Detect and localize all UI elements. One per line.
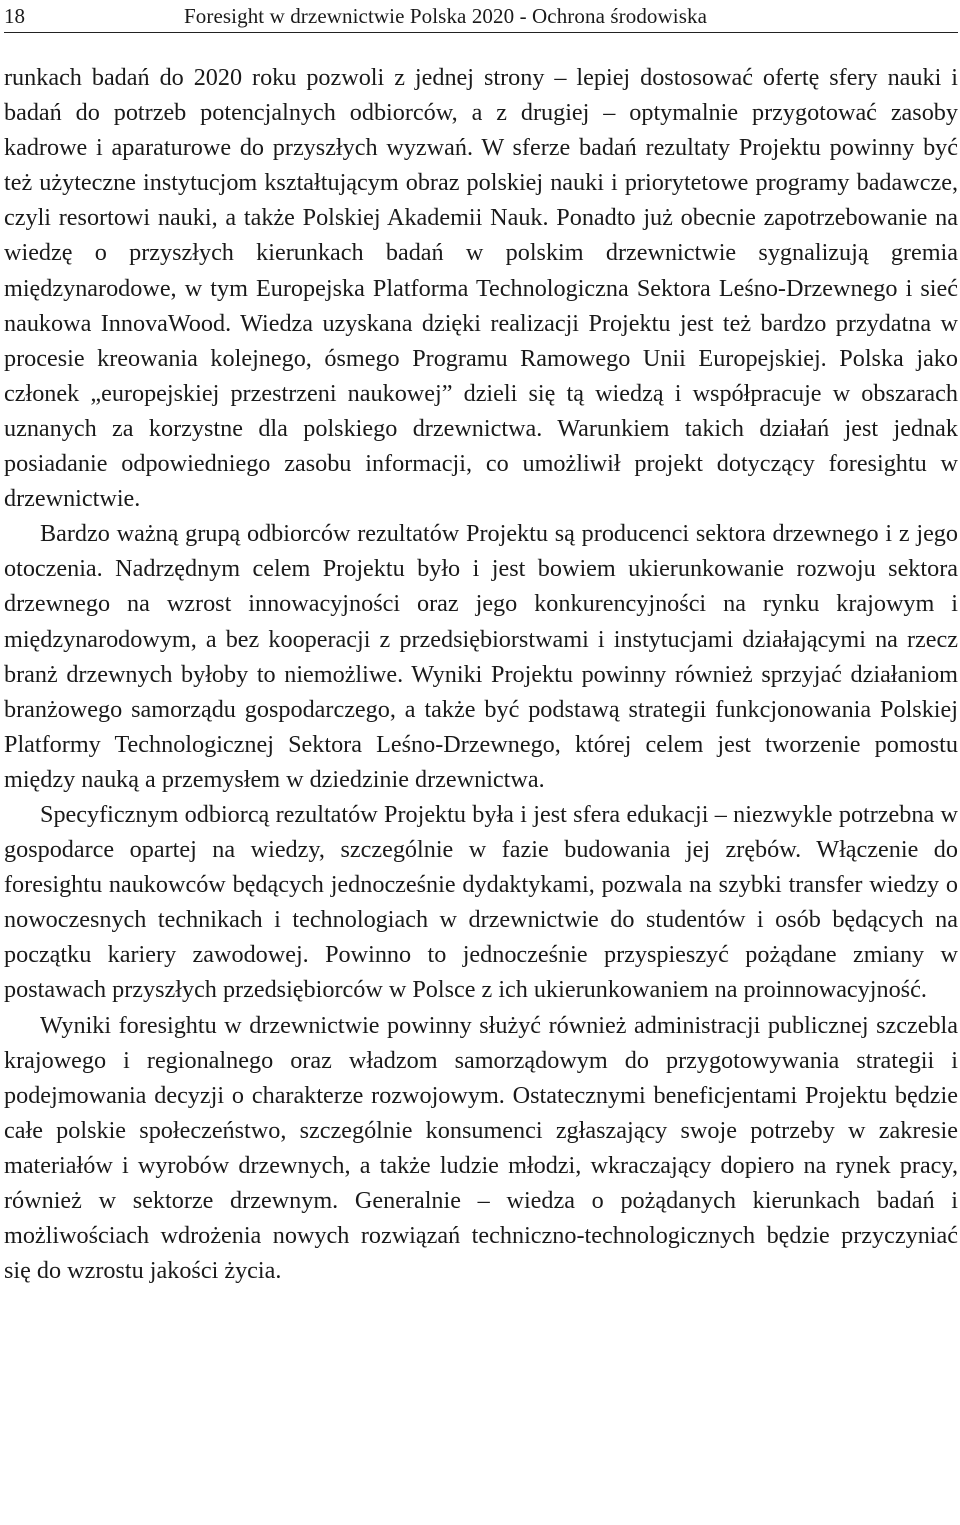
paragraph-education: Specyficznym odbiorcą rezultatów Projektu była i jest sfera edukacji – niezwykle potrzebna w gospodarce opartej na wiedzy, szczególnie w fazie budowania jej zrębów. Włączenie do foresightu naukowców będących jednocześnie dydaktykami, pozwala na szybki transfer wiedzy o nowoczesnych technikach i technologiach w drzewnictwie do studentów i osób będących na początku kariery zawodowej. Powinno to jednocześnie przyspieszyć pożądane zmiany w postawach przyszłych przedsiębiorców w Polsce z ich ukierunkowaniem na proinnowacyjność. <box>4 800 958 1004</box>
paragraph-producers: Bardzo ważną grupą odbiorców rezultatów Projektu są producenci sektora drzewnego i z jego otoczenia. Nadrzędnym celem Projektu było i jest bowiem ukierunkowanie rozwoju sektora drzewnego na wzrost innowacyjności oraz jego konkurencyjności na rynku krajowym i międzynarodowym, a bez kooperacji z przedsiębiorstwami i instytucjami działającymi na rzecz branż drzewnych byłoby to niemożliwe. Wyniki Projektu powinny również sprzyjać działaniom branżowego samorządu gospodarczego, a także być podstawą strategii funkcjonowania Polskiej Platformy Technologicznej Sektora Leśno-Drzewnego, której celem jest tworzenie pomostu między nauką a przemysłem w dziedzinie drzewnictwa. <box>4 520 958 793</box>
paragraph-continued: runkach badań do 2020 roku pozwoli z jednej strony – lepiej dostosować ofertę sfery nauki i badań do potrzeb potencjalnych odbiorców, a z drugiej – optymalnie przygotować zasoby kadrowe i aparaturowe do przyszłych wyzwań. W sferze badań rezultaty Projektu powinny być też użyteczne instytucjom kształtującym obraz polskiej nauki i priorytetowe programy badawcze, czyli resortowi nauki, a także Polskiej Akademii Nauk. Ponadto już obecnie zapotrzebowanie na wiedzę o przyszłych kierunkach badań w polskim drzewnictwie sygnalizują gremia międzynarodowe, w tym Europejska Platforma Technologiczna Sektora Leśno-Drzewnego i sieć naukowa InnovaWood. Wiedza uzyskana dzięki realizacji Projektu jest też bardzo przydatna w procesie kreowania kolejnego, ósmego Programu Ramowego Unii Europejskiej. Polska jako członek „europejskiej przestrzeni naukowej” dzieli się tą wiedzą i współpracuje w obszarach uznanych za korzystne dla polskiego drzewnictwa. Warunkiem takich działań jest jednak posiadanie odpowiedniego zasobu informacji, co umożliwił projekt dotyczący foresightu w drzewnictwie. <box>4 64 958 513</box>
running-title: Foresight w drzewnictwie Polska 2020 - Ochrona środowiska <box>184 4 708 28</box>
running-header <box>4 2 958 33</box>
paragraph-administration: Wyniki foresightu w drzewnictwie powinny służyć również administracji publicznej szczebla krajowego i regionalnego oraz władzom samorządowym do przygotowywania strategii i podejmowania decyzji o charakterze rozwojowym. Ostatecznymi beneficjentami Projektu będzie całe polskie społeczeństwo, szczególnie konsumenci zgłaszający swoje potrzeby w zakresie materiałów i wyrobów drzewnych, a także ludzie młodzi, wkraczający dopiero na rynek pracy, również w sektorze drzewnym. Generalnie – wiedza o pożądanych kierunkach badań i możliwościach wdrożenia nowych rozwiązań techniczno-technologicznych będzie przyczyniać się do wzrostu jakości życia. <box>4 1011 958 1285</box>
page-number: 18 <box>4 4 25 28</box>
body-text <box>4 60 958 1288</box>
